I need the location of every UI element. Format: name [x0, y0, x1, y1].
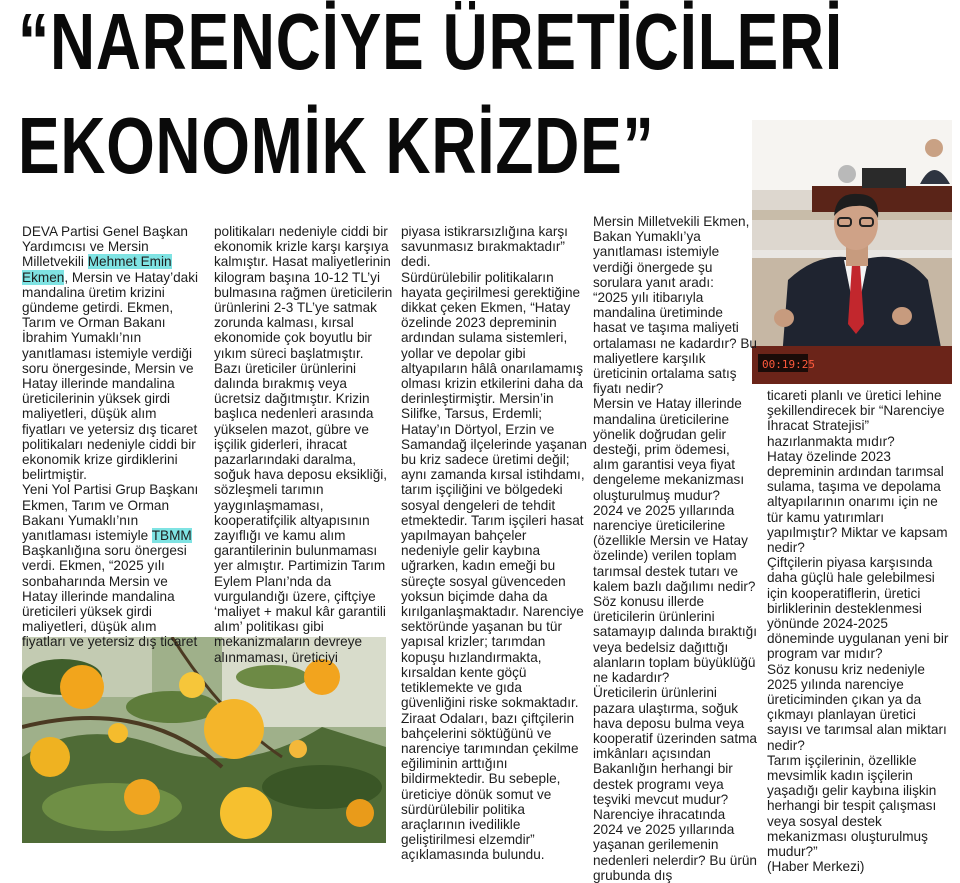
- highlighted-name: Mehmet Emin Ekmen: [22, 254, 172, 285]
- text-run: Üreticilerin ürünlerini pazara ulaştırma, soğuk hava deposu bulma veya kooperatif üzerinden satma imkânları açısından Bakanlığın herhangi bir destek programı veya teşviki mevcut mudur?: [593, 685, 757, 807]
- citrus-tree-photo: [22, 637, 386, 843]
- text-run: piyasa istikrarsızlığına karşı savunmasız bırakmaktadır” dedi.: [401, 224, 568, 270]
- paragraph: [767, 859, 950, 874]
- text-run: Mersin ve Hatay illerinde mandalina üreticilerine yönelik doğrudan gelir desteği, prim ödemesi, alım garantisi veya fiyat dengeleme mekanizması oluşturulmuş mudur?: [593, 396, 745, 503]
- text-run: Hatay özelinde 2023 depreminin ardından tarımsal sulama, taşıma ve depolama altyapılarının onarımı için ne tür kamu yatırımları yapılmıştır? Miktar ve kapsam nedir?: [767, 448, 948, 556]
- text-run: “2025 yılı itibarıyla mandalina üretiminde hasat ve taşıma maliyeti ortalaması ne kadardır? Bu maliyetlere karşılık üreticinin ortalama satış fiyatı nedir?: [593, 290, 757, 397]
- text-run: Başkanlığına soru önergesi verdi. Ekmen, “2025 yılı sonbaharında Mersin ve Hatay illerinde mandalina üreticileri yüksek girdi maliyetleri, düşük alım fiyatları ve yetersiz dış ticaret: [22, 543, 198, 650]
- text-run: ticareti planlı ve üretici lehine şekillendirecek bir “Narenciye İhracat Stratejisi” hazırlanmakta mıdır?: [767, 388, 945, 449]
- mandarin-tree-illustration: [22, 637, 386, 843]
- paragraph: [767, 753, 950, 859]
- text-run: Söz konusu kriz nedeniyle 2025 yılında narenciye üreticiminden çıkan ya da çıkmayı planlayan üretici sayısı ve tarımsal alan miktarı nedir?: [767, 661, 947, 753]
- paragraph: [593, 807, 759, 883]
- headline-line-2: EKONOMİK KRİZDE”: [18, 101, 655, 190]
- article-column-4: [593, 214, 759, 883]
- text-run: Mersin Milletvekili Ekmen, Bakan Yumaklı’ya yanıtlaması istemiyle verdiği önergede şu sorulara yanıt aradı:: [593, 214, 750, 290]
- text-run: politikaları nedeniyle ciddi bir ekonomik krizle karşı karşıya kalmıştır. Hasat maliyetlerinin kilogram başına 10-12 TL’yi bulmasına rağmen üreticilerin ürünlerini 2-3 TL’ye satmak zorunda kalması, kırsal ekonomide çok boyutlu bir yıkım süreci başlatmıştır. Bazı üreticiler ürünlerini dalında bırakmış veya ücretsiz dağıtmıştır. Krizin başlıca nedenleri arasında yükselen mazot, gübre ve işçilik giderleri, ihracat pazarlarındaki daralma, soğuk hava deposu eksikliği, sözleşmeli tarımın yaygınlaşmaması, kooperatifçilik altyapısının zayıflığı ve kamu alım garantilerinin bulunmaması yer almıştır. Partimizin Tarım Eylem Planı’nda da vurgulandığı üzere, çiftçiye ‘maliyet + makul kâr garantili alım’ politikası gibi mekanizmaların devreye alınmaması, üreticiyi: [214, 224, 393, 665]
- paragraph: [593, 396, 759, 502]
- text-run: Çiftçilerin piyasa karşısında daha güçlü hale gelebilmesi için kooperatiflerin, üretici birliklerinin desteklenmesi yönünde 2024-2025 döneminde uygulanan yeni bir program var mıdır?: [767, 555, 949, 662]
- paragraph: [401, 270, 587, 863]
- paragraph: [593, 503, 759, 685]
- headline-line-1: “NARENCİYE ÜRETİCİLERİ: [18, 0, 843, 86]
- paragraph: [593, 685, 759, 807]
- paragraph: [767, 662, 950, 753]
- paragraph: [593, 214, 759, 290]
- paragraph: [22, 224, 200, 482]
- article-column-5: [767, 388, 950, 875]
- article-column-2: [214, 224, 394, 665]
- text-run: , Mersin ve Hatay’daki mandalina üretim krizini gündeme getirdi. Ekmen, Tarım ve Orman Bakanı İbrahim Yumaklı’nın yanıtlaması istemiyle verdiği soru önergesinde, Mersin ve Hatay illerinde mandalina üreticilerinin yüksek girdi maliyetleri, düşük alım fiyatları ve yetersiz dış ticaret politikaları nedeniyle ciddi bir ekonomik krize girdiklerini belirtmiştir.: [22, 269, 199, 483]
- paragraph: [767, 555, 950, 661]
- highlighted-name: TBMM: [151, 528, 192, 544]
- paragraph: [767, 388, 950, 449]
- speech-timer-display: 00:19:25: [762, 358, 815, 371]
- text-run: Tarım işçilerinin, özellikle mevsimlik kadın işçilerin yaşadığı gelir kaybına ilişkin herhangi bir tespit çalışması veya sosyal destek mekanizması oluşturulmuş mudur?”: [767, 752, 937, 860]
- article-column-3: [401, 224, 587, 863]
- text-run: Narenciye ihracatında 2024 ve 2025 yıllarında yaşanan gerilemenin nedenleri nelerdir? Bu ürün grubunda dış: [593, 806, 757, 883]
- text-run: 2024 ve 2025 yıllarında narenciye üreticilerine (özellikle Mersin ve Hatay özelinde) verilen toplam tarımsal destek tutarı ve kalem bazlı dağılımı nedir? Söz konusu illerde üreticilerin ürünlerini satamayıp dalında bıraktığı veya bedelsiz dağıttığı alanların toplam büyüklüğü ne kadardır?: [593, 502, 757, 686]
- paragraph: [401, 224, 587, 270]
- parliament-speaker-illustration: [752, 120, 952, 384]
- text-run: DEVA Partisi Genel Başkan Yardımcısı ve Mersin Milletvekili: [22, 224, 188, 270]
- paragraph: [22, 482, 200, 649]
- paragraph: [593, 290, 759, 396]
- text-run: (Haber Merkezi): [767, 859, 865, 875]
- paragraph: [767, 449, 950, 555]
- text-run: Sürdürülebilir politikaların hayata geçirilmesi gerektiğine dikkat çeken Ekmen, “Hatay özelinde 2023 depreminin ardından sulama sistemleri, yollar ve depolar gibi altyapıların hâlâ onarılamamış olması krizin etkilerini daha da derinleştirmiştir. Mersin’in Silifke, Tarsus, Erdemli; Hatay’ın Dörtyol, Erzin ve Samandağ ilçelerinde yaşanan bu kriz sadece üretimi değil; aynı zamanda kırsal istihdamı, tarım işçiliğini ve bölgedeki sosyal dengeleri de tehdit etmektedir. Tarım işçileri hasat yapılmayan bahçeler nedeniyle gelir kaybına uğrarken, kadın emeği bu süreçte sosyal güvenceden yoksun biçimde daha da kırılganlaşmaktadır. Narenciye sektöründe yaşanan bu tür yapısal krizler; tarımdan kopuşu hızlandırmakta, kırsaldan kente göçü tetiklemekte ve gıda güvenliğini riske sokmaktadır. Ziraat Odaları, bazı çiftçilerin bahçelerini söktüğünü ve narenciye tarımından çekilme eğiliminin arttığını bildirmektedir. Bu sebeple, üreticiye dönük somut ve sürdürülebilir politika araçlarının ivedilikle geliştirilmesi elzemdir” açıklamasında bulundu.: [401, 269, 587, 863]
- article-column-1: [22, 224, 200, 650]
- text-run: Yeni Yol Partisi Grup Başkanı Ekmen, Tarım ve Orman Bakanı Yumaklı’nın yanıtlaması istemiyle: [22, 482, 199, 544]
- parliament-speaker-photo: [752, 120, 952, 384]
- paragraph: [214, 224, 394, 665]
